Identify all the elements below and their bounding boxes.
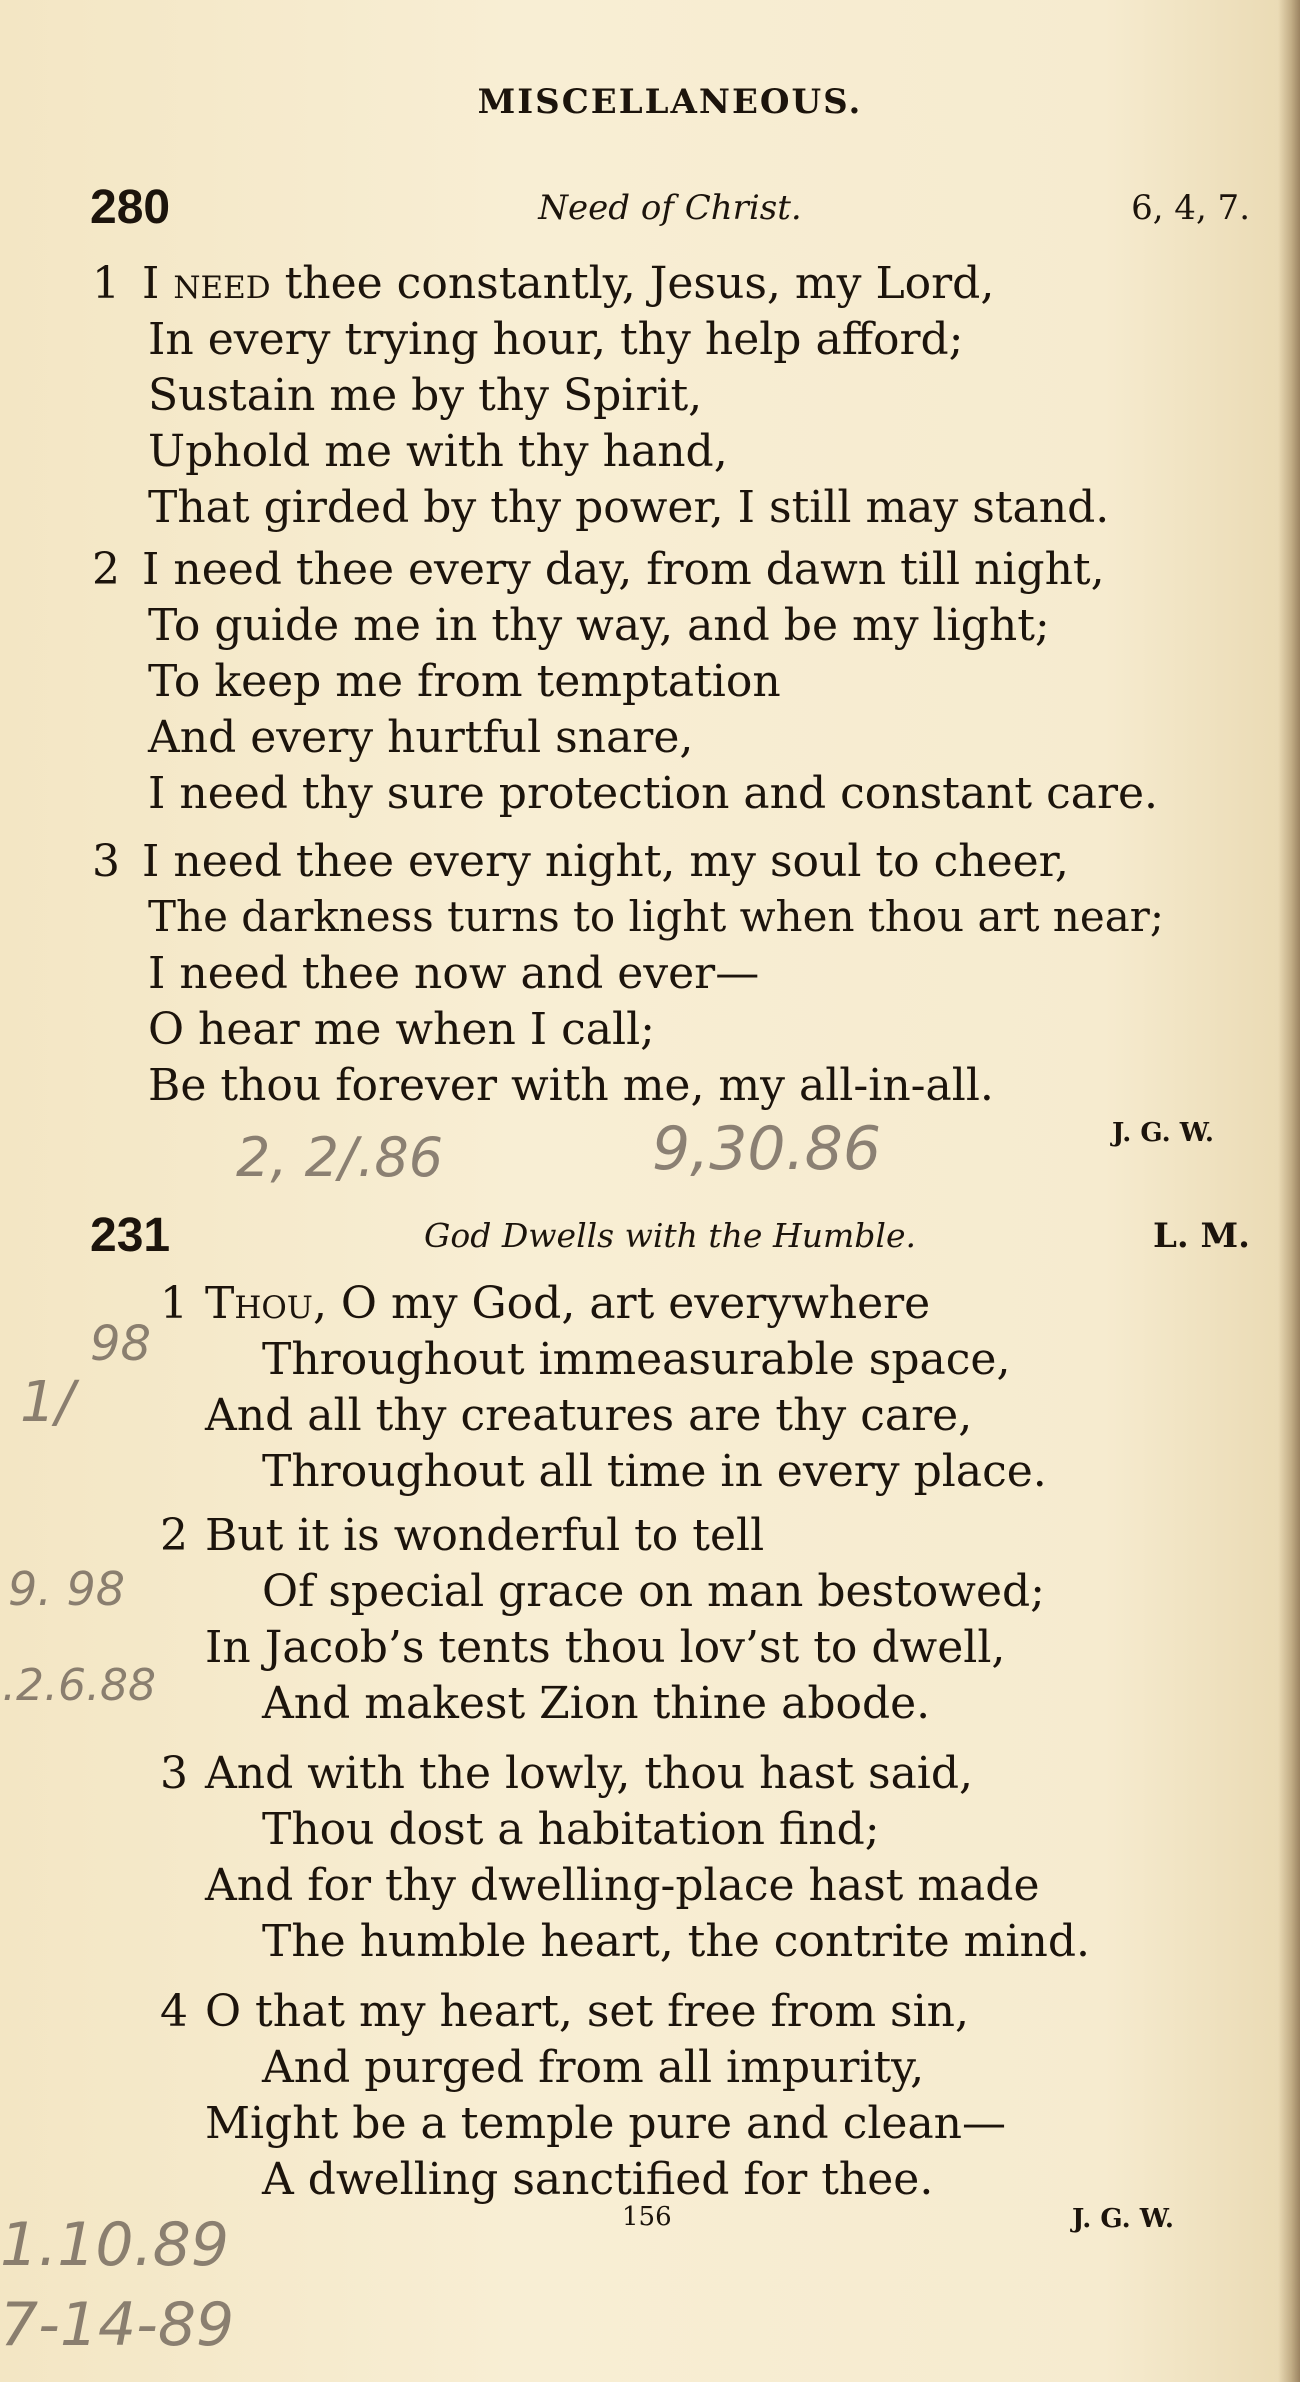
verse-first-word: I need (142, 258, 271, 309)
verse-line: And every hurtful snare, (148, 712, 694, 763)
hymn-number: 280 (90, 181, 171, 234)
handwritten-margin-note: 1/ (20, 1370, 75, 1435)
verse-line: The darkness turns to light when thou art near; (148, 892, 1164, 941)
verse-number: 2 (92, 544, 120, 595)
handwritten-margin-note: 9. 98 (8, 1562, 126, 1616)
verse-line: Throughout immeasurable space, (262, 1334, 1011, 1385)
handwritten-date: 9,30.86 (652, 1114, 882, 1184)
verse-line: And purged from all impurity, (262, 2042, 925, 2093)
verse-line: O hear me when I call; (148, 1004, 656, 1055)
verse-line: I need thy sure protection and constant care. (148, 768, 1159, 819)
verse-line: I need thee every day, from dawn till night, (142, 544, 1105, 595)
verse-line (205, 1278, 931, 1329)
verse-line: That girded by thy power, I still may stand. (148, 482, 1110, 533)
verse-line: Of special grace on man bestowed; (262, 1566, 1045, 1617)
verse-line: The humble heart, the contrite mind. (262, 1916, 1090, 1967)
verse-line (142, 258, 995, 309)
verse-line: A dwelling sanctified for thee. (262, 2154, 934, 2205)
hymn-author: J. G. W. (1072, 2204, 1174, 2234)
hymn-meter: 6, 4, 7. (1131, 188, 1250, 228)
verse-line: Uphold me with thy hand, (148, 426, 728, 477)
verse-line: To keep me from temptation (148, 656, 781, 707)
page-number: 156 (622, 2202, 672, 2232)
verse-number: 3 (160, 1748, 188, 1799)
verse-line: In Jacob’s tents thou lov’st to dwell, (205, 1622, 1006, 1673)
verse-line: Thou dost a habitation find; (262, 1804, 880, 1855)
hymn-title: Need of Christ. (538, 188, 802, 228)
verse-number: 3 (92, 836, 120, 887)
verse-line: And all thy creatures are thy care, (205, 1390, 973, 1441)
handwritten-margin-note: .2.6.88 (2, 1660, 156, 1711)
verse-line: To guide me in thy way, and be my light; (148, 600, 1050, 651)
verse-number: 2 (160, 1510, 188, 1561)
verse-line: Throughout all time in every place. (262, 1446, 1047, 1497)
hymn-meter: L. M. (1152, 1216, 1250, 1256)
handwritten-margin-note: 98 (90, 1316, 152, 1372)
verse-line: Be thou forever with me, my all-in-all. (148, 1060, 994, 1111)
handwritten-date: 2, 2/.86 (236, 1126, 444, 1189)
verse-line: I need thee now and ever— (148, 948, 760, 999)
verse-line: Might be a temple pure and clean— (205, 2098, 1007, 2149)
hymn-number: 231 (90, 1209, 171, 1262)
verse-first-word: Thou (205, 1278, 313, 1329)
verse-line: But it is wonderful to tell (205, 1510, 765, 1561)
hymn-231-header (90, 1208, 1250, 1268)
verse-number: 1 (92, 258, 120, 309)
verse-number: 4 (160, 1986, 188, 2037)
verse-line: In every trying hour, thy help afford; (148, 314, 964, 365)
verse-line: And for thy dwelling-place hast made (205, 1860, 1040, 1911)
handwritten-date: 7-14-89 (0, 2290, 235, 2360)
hymn-280-header (90, 180, 1250, 240)
hymn-title: God Dwells with the Humble. (424, 1216, 916, 1255)
verse-line-rest: , O my God, art everywhere (312, 1278, 931, 1329)
verse-line: I need thee every night, my soul to cheer, (142, 836, 1069, 887)
verse-line: Sustain me by thy Spirit, (148, 370, 703, 421)
verse-line-rest: thee constantly, Jesus, my Lord, (270, 258, 995, 309)
hymn-author: J. G. W. (1112, 1118, 1214, 1148)
verse-number: 1 (160, 1278, 188, 1329)
verse-line: And with the lowly, thou hast said, (205, 1748, 974, 1799)
verse-line: O that my heart, set free from sin, (205, 1986, 970, 2037)
page-edge-shadow (1278, 0, 1300, 2382)
verse-line: And makest Zion thine abode. (262, 1678, 931, 1729)
running-head: MISCELLANEOUS. (477, 82, 863, 122)
handwritten-date: 1.10.89 (0, 2210, 230, 2280)
